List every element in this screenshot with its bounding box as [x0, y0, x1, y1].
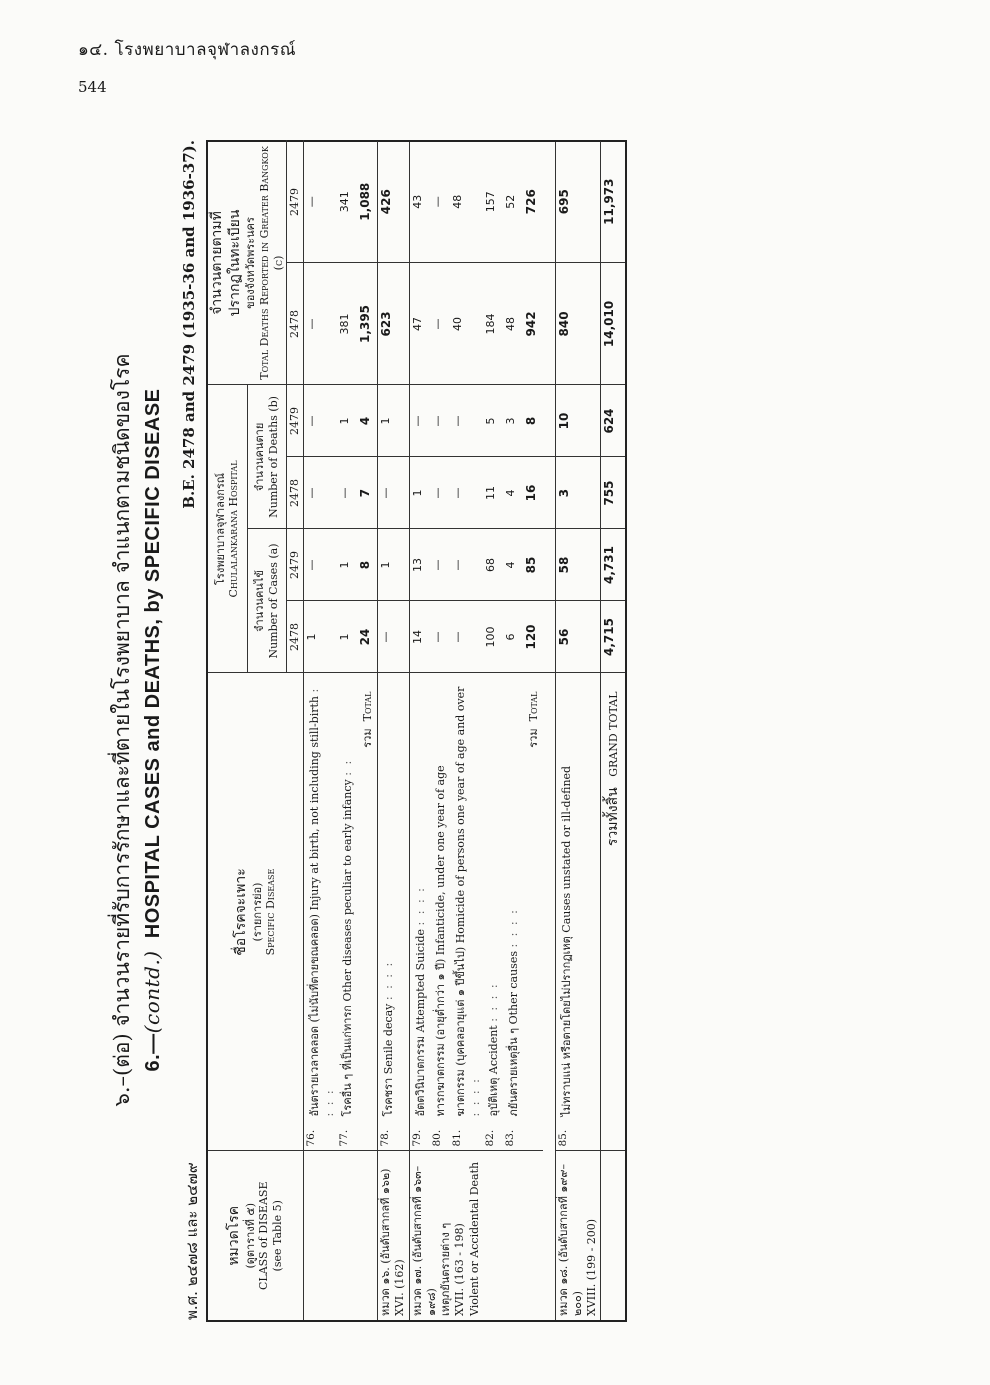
header-deaths: จำนวนคนตาย Number of Deaths (b) [247, 385, 287, 529]
title-en-main: HOSPITAL CASES and DEATHS, by SPECIFIC DISEASE [142, 388, 164, 939]
header-year: 2478 [287, 457, 304, 529]
table-row: 77. โรคอื่น ๆ ที่เป็นแก่ทารก Other diseases peculiar to early infancy : : 1 1 — 1 381 341 [337, 141, 357, 1321]
page-number: 544 [78, 78, 107, 96]
title-en-prefix: 6.— [142, 1033, 164, 1072]
header-class: หมวดโรค (ดูตารางที่ ๕) CLASS of DISEASE (see Table 5) [207, 1151, 304, 1321]
table-row: 81. ฆาตกรรม (บุคคลอายุแต่ ๑ ปีขึ้นไป) Homicide of persons one year of age and over : : : : — — — — 40 48 [450, 141, 483, 1321]
header-year: 2479 [287, 141, 304, 263]
running-head: ๑๔. โรงพยาบาลจุฬาลงกรณ์ [78, 40, 297, 60]
title-english [140, 130, 165, 1330]
table-row: หมวด ๑๘. (อันดับสากลที่ ๑๙๙–๒๐๐) XVIII. (199 - 200) 85. ไม่ทราบแน่ หรือตายโดยไม่ปรากฏเหตุ Causes unstated or ill-defined 56 58 3 10 840 695 [555, 141, 601, 1321]
title-thai: ๖.–(ต่อ) จำนวนรายที่รับการรักษาและที่ตายในโรงพยาบาล จำแนกตามชนิดของโรค [110, 353, 134, 1107]
table-row: 83. ภยันตรายเหตุอื่น ๆ Other causes : : : : 6 4 4 3 48 52 [503, 141, 523, 1321]
table-row-grand-total: รวมทั้งสิ้น GRAND TOTAL 4,715 4,731 755 624 14,010 11,973 [601, 141, 627, 1321]
header-year: 2479 [287, 529, 304, 601]
rotated-table-page [100, 130, 900, 1330]
header-year: 2479 [287, 385, 304, 457]
table-row: 80. ทารกฆาตกรรม (อายุต่ำกว่า ๑ ปี) Infanticide, under one year of age — — — — — — [430, 141, 450, 1321]
table-row: 76. อันตรายเวลาคลอด (ไม่นับที่ตายขณคลอด) Injury at birth, not including still-birth : : : : 1 — — — — — [304, 141, 338, 1321]
table-row: 82. อุบัติเหตุ Accident : : : : 100 68 11 5 184 157 [483, 141, 503, 1321]
years-thai: พ.ศ. ๒๔๗๘ และ ๒๔๗๙ [183, 1162, 201, 1320]
table-row: หมวด ๑๖. (อันดับสากลที่ ๑๖๒) XVI. (162) 78. โรคชรา Senile decay : : : : — 1 — 1 623 426 [378, 141, 410, 1321]
table-row-total: รวม Total 24 8 7 4 1,395 1,088 [357, 141, 378, 1321]
table-row: หมวด ๑๗. (อันดับสากลที่ ๑๖๓–๑๙๘) เหตุภยันตรายต่าง ๆ XVII. (163 - 198) Violent or Accidental Death 79. อัตตวินิบาตกรรม Attempted Suicide : : : : 14 13 1 — 47 43 [409, 141, 430, 1321]
years-english: B.E. 2478 and 2479 (1935-36 and 1936-37). [180, 140, 198, 509]
header-specific-disease: ชื่อโรคจะเพาะ (รายการย่อ) Specific Disease [207, 673, 304, 1151]
class-17: หมวด ๑๗. (อันดับสากลที่ ๑๖๓–๑๙๘) [410, 1165, 438, 1316]
title-en-contd: (contd.) [140, 950, 164, 1034]
hospital-cases-table [206, 140, 627, 1322]
header-total-deaths: จำนวนตายตามที่ ปรากฏในทะเบียน ของจังหวัดพระนคร Total Deaths Reported in Greater Bangkok (c) [207, 141, 287, 385]
header-hospital: โรงพยาบาลจุฬาลงกรณ์ Chulalankarana Hospital [207, 385, 247, 673]
class-16: หมวด ๑๖. (อันดับสากลที่ ๑๖๒) [379, 1168, 392, 1316]
table-row-total: รวม Total 120 85 16 8 942 726 [523, 141, 543, 1321]
class-18: หมวด ๑๘. (อันดับสากลที่ ๑๙๙–๒๐๐) [556, 1164, 584, 1316]
header-year: 2478 [287, 263, 304, 385]
header-cases: จำนวนคนไข้ Number of Cases (a) [247, 529, 287, 673]
header-year: 2478 [287, 601, 304, 673]
